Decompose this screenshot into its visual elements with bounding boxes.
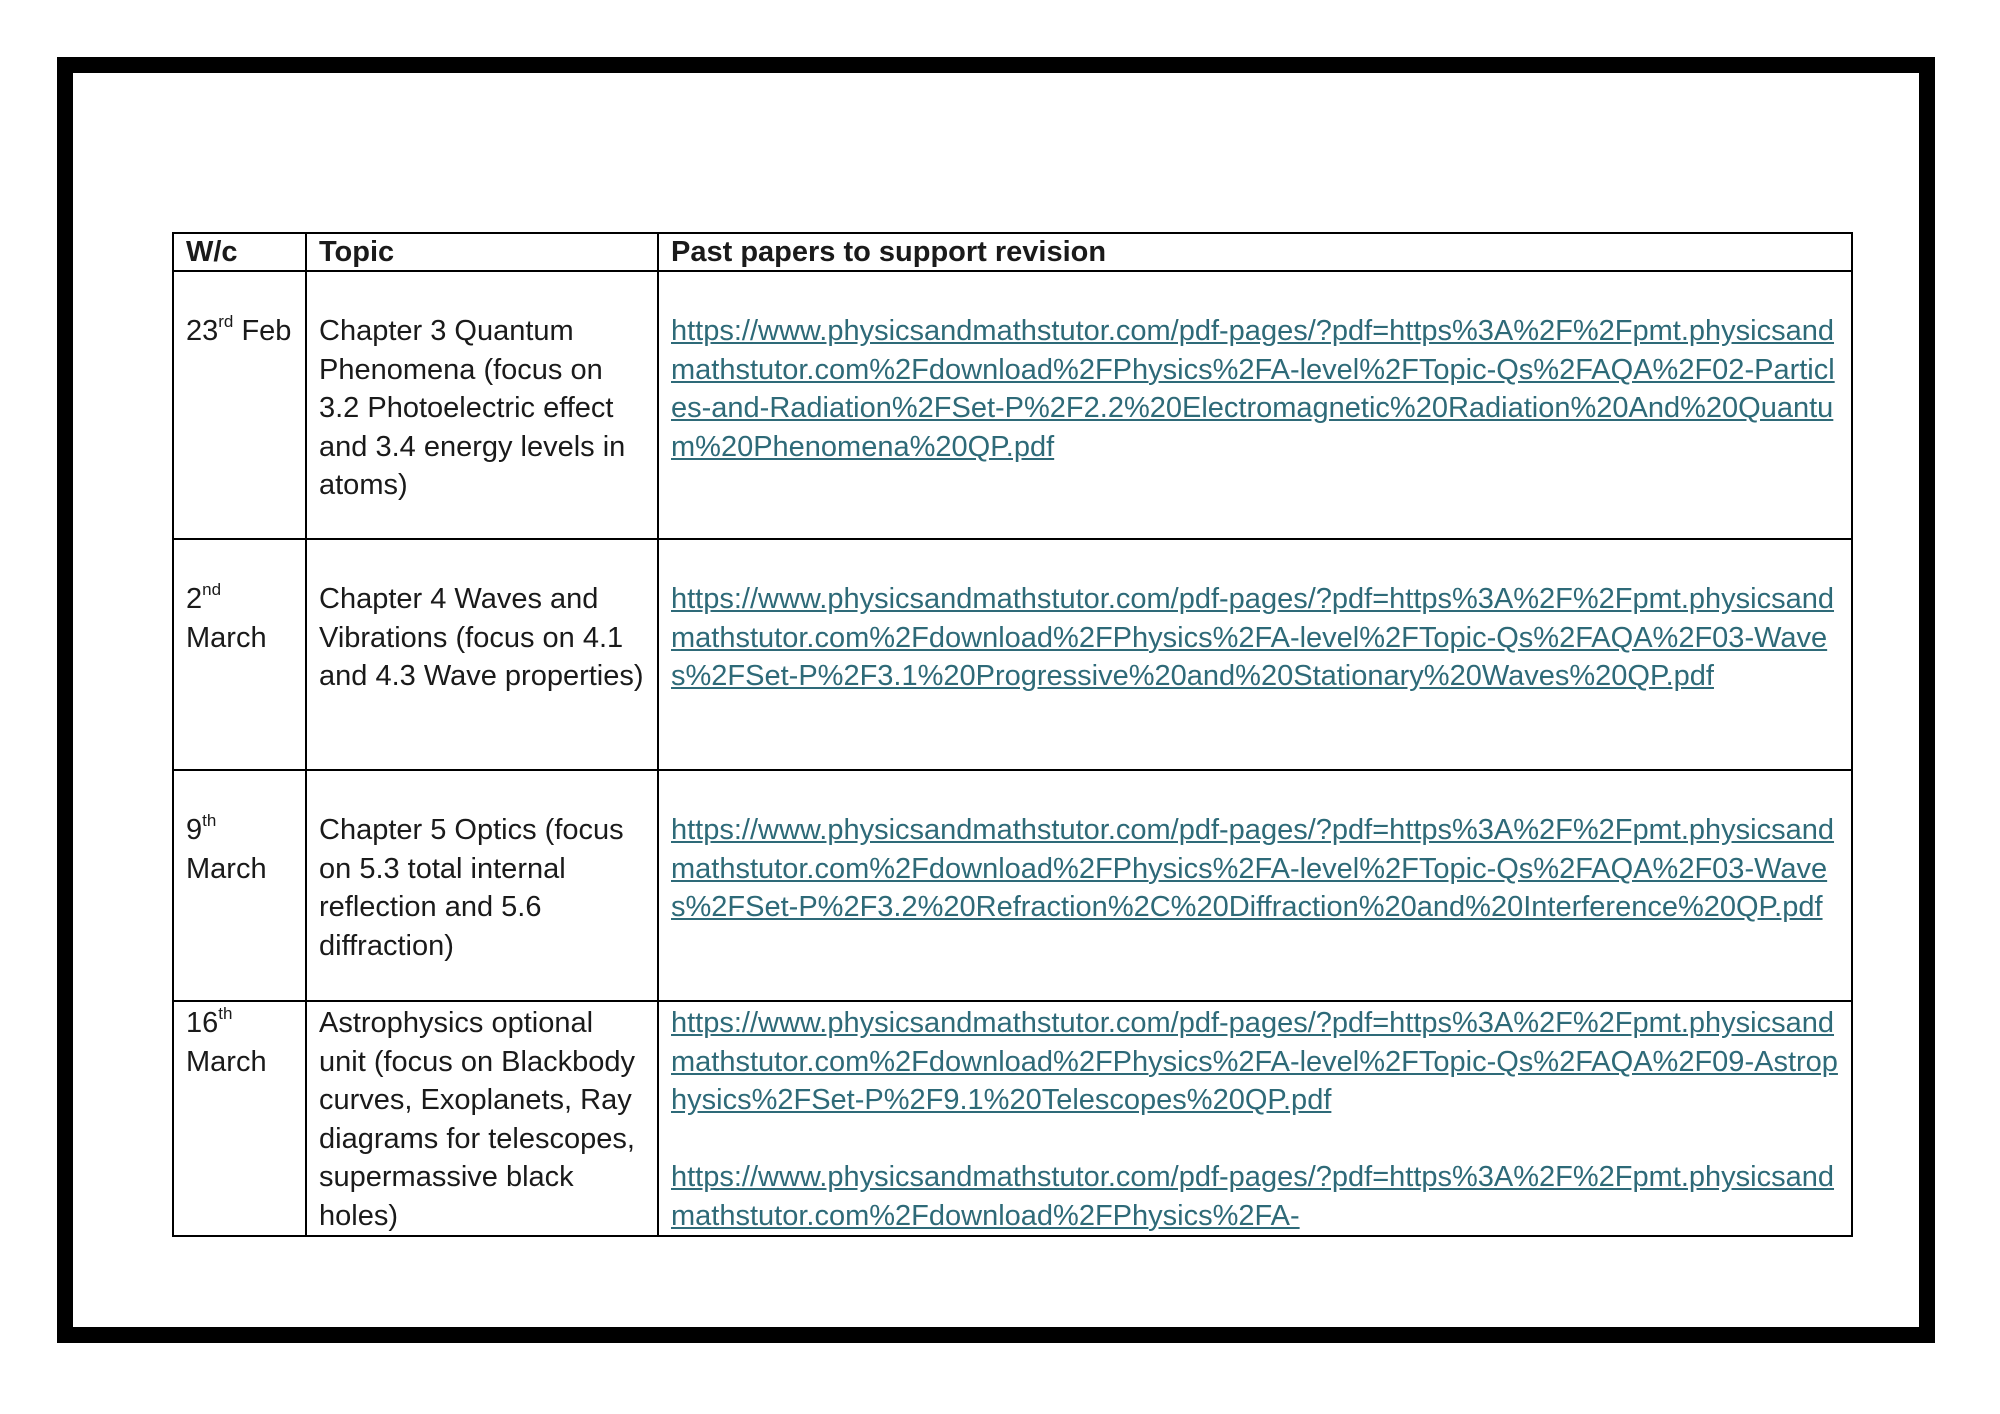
wc-ordinal-suffix: th (218, 1004, 233, 1024)
wc-day: 23 (186, 315, 219, 347)
week-commencing-cell (173, 770, 306, 1001)
revision-schedule-table (172, 232, 1853, 1237)
past-paper-link[interactable]: https://www.physicsandmathstutor.com/pdf-pages/?pdf=https%3A%2F%2Fpmt.physicsandmathstutor.com%2Fdownload%2FPhysics%2FA-level%2FTopic-Qs%2FAQA%2F03-Waves%2FSet-P%2F3.2%20Refraction%2C%20Diffraction%20and%20Interference%20QP.pdf (671, 814, 1835, 923)
wc-day: 9 (186, 814, 203, 846)
wc-ordinal-suffix: th (202, 811, 217, 831)
topic-cell: Chapter 3 Quantum Phenomena (focus on 3.2 Photoelectric effect and 3.4 energy levels in atoms) (306, 271, 658, 539)
past-papers-cell (658, 1001, 1852, 1236)
wc-day: 16 (186, 1007, 219, 1039)
past-papers-cell (658, 271, 1852, 539)
wc-month: Feb (233, 315, 292, 347)
wc-ordinal-suffix: nd (202, 580, 222, 600)
table-row (173, 1001, 1852, 1236)
table-header-row (173, 233, 1852, 271)
topic-cell: Chapter 4 Waves and Vibrations (focus on 4.1 and 4.3 Wave properties) (306, 539, 658, 770)
week-commencing-cell (173, 539, 306, 770)
past-paper-link[interactable]: https://www.physicsandmathstutor.com/pdf-pages/?pdf=https%3A%2F%2Fpmt.physicsandmathstutor.com%2Fdownload%2FPhysics%2FA-level%2FTopic-Qs%2FAQA%2F02-Particles-and-Radiation%2FSet-P%2F2.2%20Electromagnetic%20Radiation%20And%20Quantum%20Phenomena%20QP.pdf (671, 315, 1835, 463)
table-row (173, 271, 1852, 539)
past-paper-link[interactable]: https://www.physicsandmathstutor.com/pdf-pages/?pdf=https%3A%2F%2Fpmt.physicsandmathstutor.com%2Fdownload%2FPhysics%2FA- (671, 1161, 1835, 1232)
topic-cell: Astrophysics optional unit (focus on Blackbody curves, Exoplanets, Ray diagrams for telescopes, supermassive black holes) (306, 1001, 658, 1236)
table-row (173, 770, 1852, 1001)
wc-month: March (186, 621, 267, 654)
table-row (173, 539, 1852, 770)
wc-day: 2 (186, 583, 203, 615)
topic-cell: Chapter 5 Optics (focus on 5.3 total internal reflection and 5.6 diffraction) (306, 770, 658, 1001)
wc-month: March (186, 852, 267, 885)
header-past-papers: Past papers to support revision (658, 233, 1852, 271)
past-paper-link[interactable]: https://www.physicsandmathstutor.com/pdf-pages/?pdf=https%3A%2F%2Fpmt.physicsandmathstutor.com%2Fdownload%2FPhysics%2FA-level%2FTopic-Qs%2FAQA%2F03-Waves%2FSet-P%2F3.1%20Progressive%20and%20Stationary%20Waves%20QP.pdf (671, 583, 1835, 692)
header-week-commencing: W/c (173, 233, 306, 271)
wc-month: March (186, 1045, 267, 1078)
wc-ordinal-suffix: rd (218, 312, 234, 332)
header-topic: Topic (306, 233, 658, 271)
past-papers-cell (658, 539, 1852, 770)
week-commencing-cell (173, 1001, 306, 1236)
past-paper-link[interactable]: https://www.physicsandmathstutor.com/pdf-pages/?pdf=https%3A%2F%2Fpmt.physicsandmathstutor.com%2Fdownload%2FPhysics%2FA-level%2FTopic-Qs%2FAQA%2F09-Astrophysics%2FSet-P%2F9.1%20Telescopes%20QP.pdf (671, 1007, 1838, 1116)
past-papers-cell (658, 770, 1852, 1001)
week-commencing-cell (173, 271, 306, 539)
